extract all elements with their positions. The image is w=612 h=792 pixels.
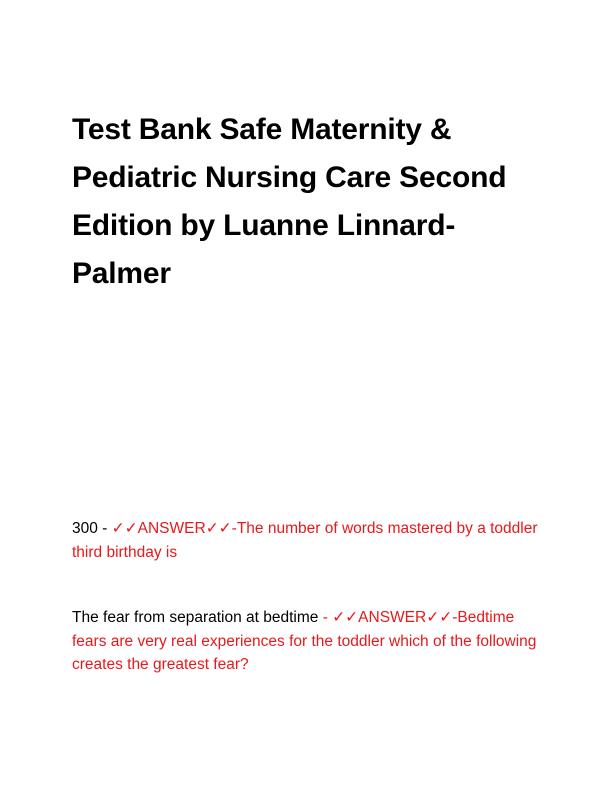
qa-entry bbox=[72, 517, 552, 564]
checkmark-icon: ✓✓ bbox=[332, 609, 359, 626]
answer-text: -Bedtime fears are very real experiences for the toddler which of the following creates the greatest fear? bbox=[72, 609, 537, 673]
answer-label: ANSWER bbox=[137, 520, 206, 537]
answer-text: -The number of words mastered by a toddler third birthday is bbox=[72, 520, 538, 561]
question-text: 300 bbox=[72, 520, 98, 537]
answer-label: ANSWER bbox=[358, 609, 427, 626]
separator: - bbox=[97, 520, 112, 537]
separator: - bbox=[318, 609, 333, 626]
checkmark-icon: ✓✓ bbox=[426, 609, 453, 626]
checkmark-icon: ✓✓ bbox=[111, 520, 138, 537]
document-title: Test Bank Safe Maternity & Pediatric Nursing Care Second Edition by Luanne Linnard-Palmer bbox=[72, 113, 507, 290]
checkmark-icon: ✓✓ bbox=[205, 520, 232, 537]
qa-entry bbox=[72, 606, 552, 677]
question-text: The fear from separation at bedtime bbox=[72, 609, 319, 626]
